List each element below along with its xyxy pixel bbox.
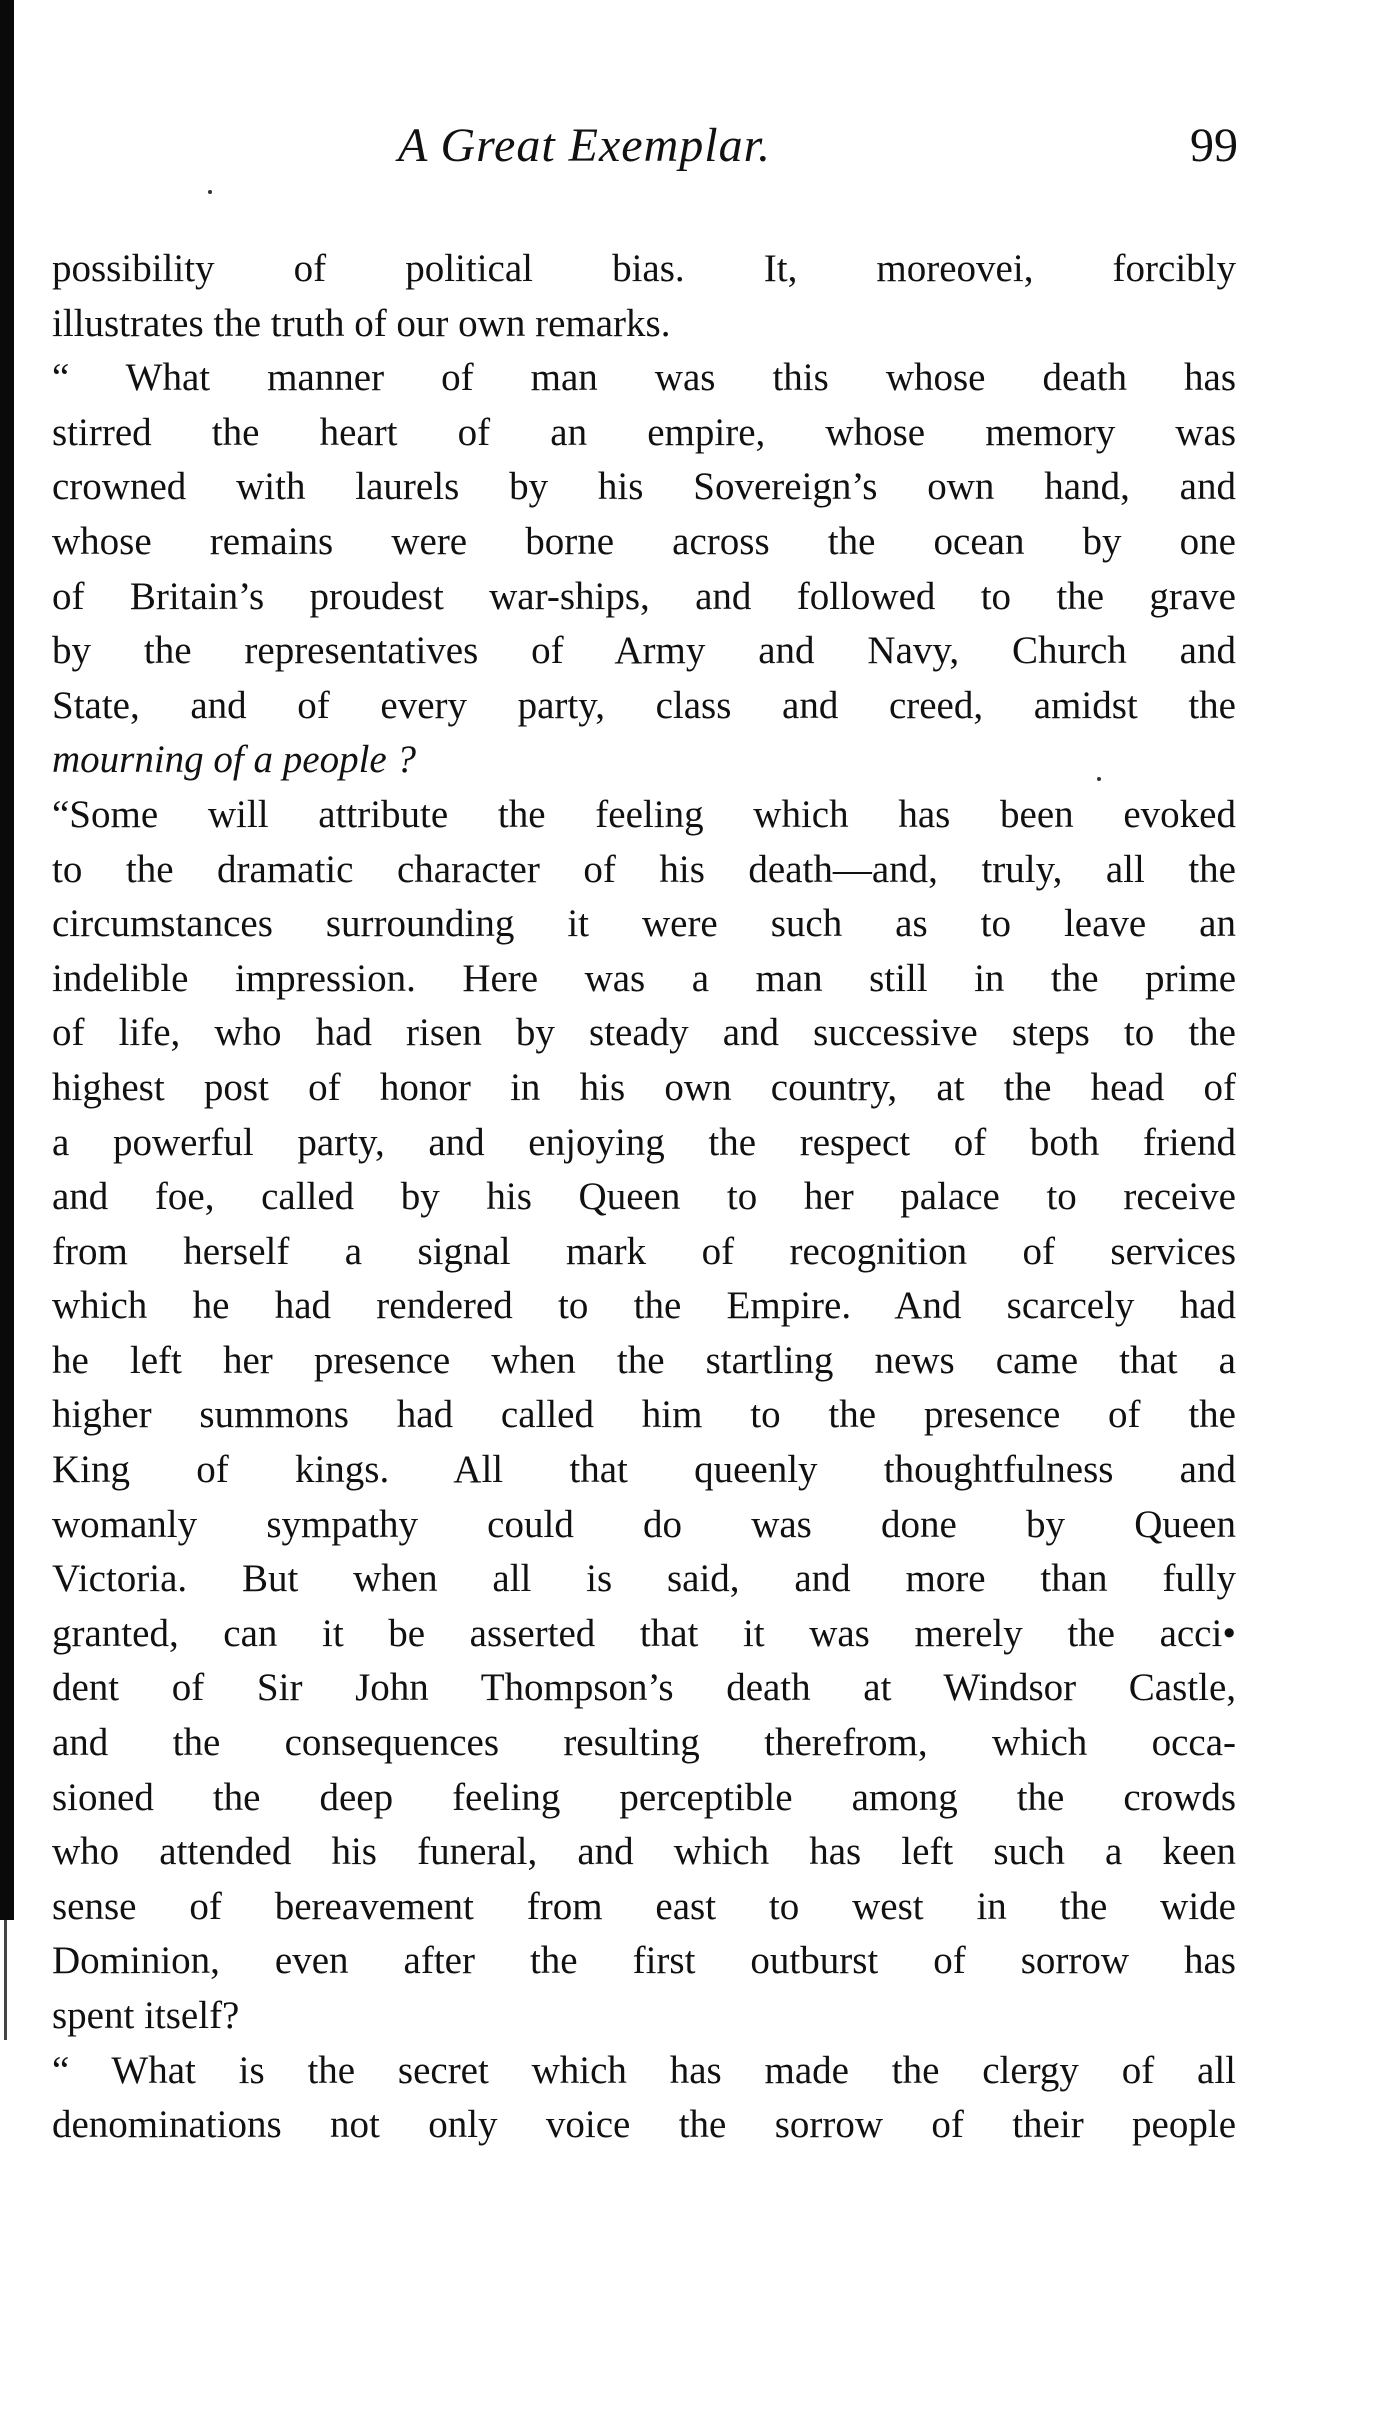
text-line: and the consequences resulting therefrom, which occa- xyxy=(52,1721,1236,1765)
text-line: King of kings. All that queenly thoughtfulness and xyxy=(52,1448,1236,1492)
text-line: Victoria. But when all is said, and more than fully xyxy=(52,1557,1236,1601)
text-line: sioned the deep feeling perceptible among the crowds xyxy=(52,1775,1236,1819)
text-line: “ What is the secret which has made the clergy of all xyxy=(52,2048,1236,2092)
text-line: highest post of honor in his own country, at the head of xyxy=(52,1065,1236,1109)
text-line: “ What manner of man was this whose death has xyxy=(52,356,1236,400)
text-line: who attended his funeral, and which has left such a keen xyxy=(52,1830,1236,1874)
book-page xyxy=(38,118,1238,2147)
print-speck xyxy=(208,190,212,194)
text-line: granted, can it be asserted that it was merely the acci• xyxy=(52,1611,1236,1655)
text-line: to the dramatic character of his death—and, truly, all the xyxy=(52,847,1236,891)
text-line: mourning of a people ? xyxy=(52,738,416,782)
running-title: A Great Exemplar. xyxy=(398,119,771,172)
text-line: of Britain’s proudest war-ships, and followed to the grave xyxy=(52,574,1236,618)
text-line: and foe, called by his Queen to her palace to receive xyxy=(52,1175,1236,1219)
text-line: denominations not only voice the sorrow of their people xyxy=(52,2103,1236,2147)
text-line: by the representatives of Army and Navy, Church and xyxy=(52,629,1236,673)
text-line: womanly sympathy could do was done by Queen xyxy=(52,1502,1236,1546)
binding-edge xyxy=(0,0,14,1920)
text-line: a powerful party, and enjoying the respect of both friend xyxy=(52,1120,1236,1164)
text-line: higher summons had called him to the presence of the xyxy=(52,1393,1236,1437)
text-line: crowned with laurels by his Sovereign’s own hand, and xyxy=(52,465,1236,509)
text-line: spent itself? xyxy=(52,1994,240,2037)
text-line: Dominion, even after the first outburst of sorrow has xyxy=(52,1939,1236,1983)
text-line: dent of Sir John Thompson’s death at Windsor Castle, xyxy=(52,1666,1236,1710)
page-number: 99 xyxy=(1190,119,1238,172)
text-line: circumstances surrounding it were such as to leave an xyxy=(52,902,1236,946)
body-text xyxy=(52,242,1236,2153)
text-line: of life, who had risen by steady and successive steps to the xyxy=(52,1011,1236,1055)
text-line: illustrates the truth of our own remarks. xyxy=(52,301,671,345)
text-line: State, and of every party, class and creed, amidst the xyxy=(52,683,1236,727)
print-speck xyxy=(1097,777,1101,781)
text-line: sense of bereavement from east to west in the wide xyxy=(52,1884,1236,1928)
text-line: indelible impression. Here was a man still in the prime xyxy=(52,956,1236,1000)
text-line: stirred the heart of an empire, whose memory was xyxy=(52,410,1236,454)
text-line: which he had rendered to the Empire. And scarcely had xyxy=(52,1284,1236,1328)
text-line: “Some will attribute the feeling which has been evoked xyxy=(52,792,1236,836)
text-line: he left her presence when the startling news came that a xyxy=(52,1338,1236,1382)
text-line: whose remains were borne across the ocean by one xyxy=(52,519,1236,563)
text-line: possibility of political bias. It, moreovei, forcibly xyxy=(52,247,1236,290)
binding-edge-lower xyxy=(4,1920,7,2040)
text-line: from herself a signal mark of recognition of services xyxy=(52,1229,1236,1273)
running-head xyxy=(38,118,1238,208)
